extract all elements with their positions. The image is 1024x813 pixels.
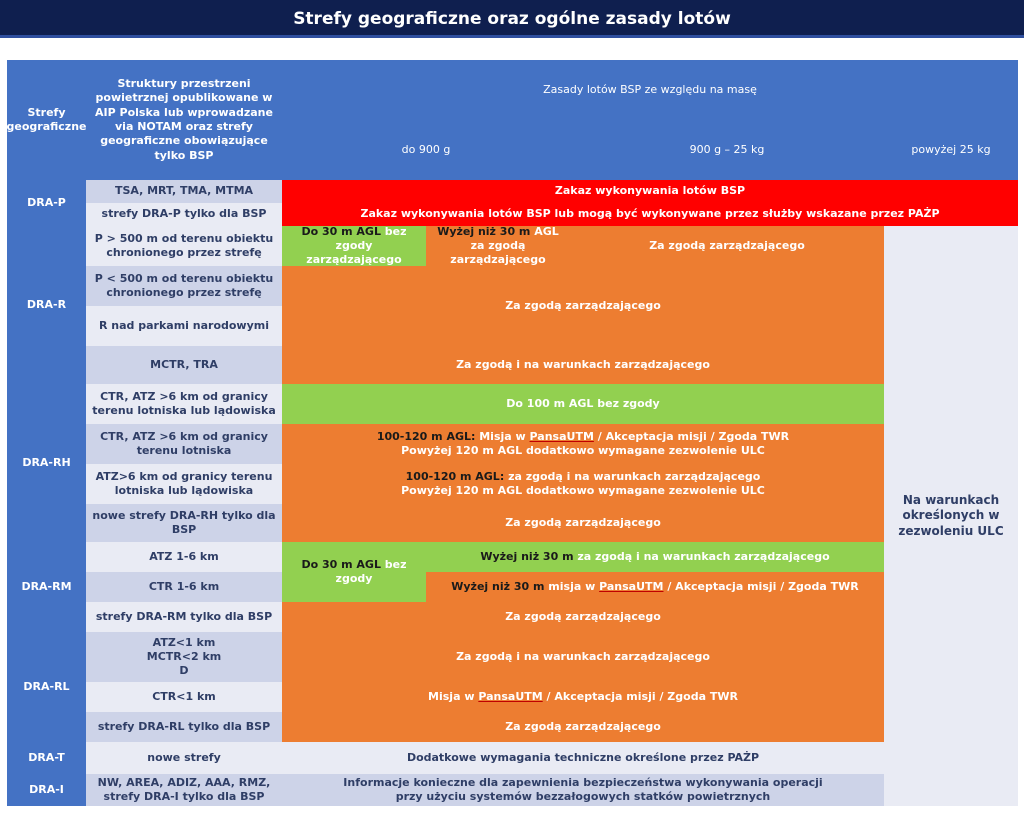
rule-dra-r-up-to-30m: Do 30 m AGL bez zgody zarządzającego — [282, 226, 426, 266]
structure-dra-rl-bsp: strefy DRA-RL tylko dla BSP — [86, 712, 282, 742]
rule-dra-r-with-consent: Za zgodą zarządzającego — [570, 226, 884, 266]
rule-dra-rl-pansautm: Misja w PansaUTM / Akceptacja misji / Zgoda TWR — [282, 682, 884, 712]
rule-dra-rh-new-zones: Za zgodą zarządzającego — [282, 504, 884, 542]
structure-p-under-500m: P < 500 m od terenu obiektu chronionego przez strefę — [86, 266, 282, 306]
structure-p-over-500m: P > 500 m od terenu obiektu chronionego przez strefę — [86, 226, 282, 266]
structure-atz-1-6km: ATZ 1-6 km — [86, 542, 282, 572]
rule-dra-r-above-30m: Wyżej niż 30 m AGL za zgodą zarządzającego — [426, 226, 570, 266]
header-geographic-zones: Strefy geograficzne — [7, 60, 86, 180]
rule-dra-rh-up-to-100m: Do 100 m AGL bez zgody — [282, 384, 884, 424]
zone-dra-t: DRA-T — [7, 742, 86, 774]
structure-ctr-under-1km: CTR<1 km — [86, 682, 282, 712]
header-mass-rules: Zasady lotów BSP ze względu na masę — [282, 60, 1018, 120]
rule-dra-rh-consent: 100-120 m AGL: za zgodą i na warunkach zarządzającego Powyżej 120 m AGL dodatkowo wymagane zezwolenie ULC — [282, 464, 884, 504]
structure-atz-mctr-d: ATZ<1 km MCTR<2 km D — [86, 632, 282, 682]
rule-dra-p-prohibited: Zakaz wykonywania lotów BSP — [282, 180, 1018, 203]
structure-dra-rh-bsp: nowe strefy DRA-RH tylko dla BSP — [86, 504, 282, 542]
header-mass-above-25kg: powyżej 25 kg — [884, 120, 1018, 180]
rule-dra-rm-up-to-30m: Do 30 m AGL bez zgody — [282, 542, 426, 602]
structure-ctr-1-6km: CTR 1-6 km — [86, 572, 282, 602]
zone-dra-rh: DRA-RH — [7, 384, 86, 542]
rule-dra-r-mctr-tra: Za zgodą i na warunkach zarządzającego — [282, 346, 884, 384]
rule-dra-rm-atz-above-30m: Wyżej niż 30 m za zgodą i na warunkach zarządzającego — [426, 542, 884, 572]
structure-ctr-atz-6km-b: CTR, ATZ >6 km od granicy terenu lotniska — [86, 424, 282, 464]
header-airspace-structures: Struktury przestrzeni powietrznej opublikowane w AIP Polska lub wprowadzane via NOTAM oraz strefy geograficzne obowiązujące tylko BSP — [86, 60, 282, 180]
zone-dra-i: DRA-I — [7, 774, 86, 806]
structure-mctr-tra: MCTR, TRA — [86, 346, 282, 384]
rule-dra-rl-new-zones: Za zgodą zarządzającego — [282, 712, 884, 742]
rule-dra-p-prohibited-services: Zakaz wykonywania lotów BSP lub mogą być wykonywane przez służby wskazane przez PAŻP — [282, 203, 1018, 226]
zone-dra-rl: DRA-RL — [7, 632, 86, 742]
header-mass-900g-25kg: 900 g – 25 kg — [570, 120, 884, 180]
structure-dra-rm-bsp: strefy DRA-RM tylko dla BSP — [86, 602, 282, 632]
page-title: Strefy geograficzne oraz ogólne zasady lotów — [293, 9, 731, 29]
structure-nw-area-adiz: NW, AREA, ADIZ, AAA, RMZ, strefy DRA-I tylko dla BSP — [86, 774, 282, 806]
rule-dra-rh-pansautm: 100-120 m AGL: Misja w PansaUTM / Akceptacja misji / Zgoda TWR Powyżej 120 m AGL dodatkowo wymagane zezwolenie ULC — [282, 424, 884, 464]
rule-dra-r-consent-p-r: Za zgodą zarządzającego — [282, 266, 884, 346]
structure-r-national-parks: R nad parkami narodowymi — [86, 306, 282, 346]
rule-dra-rm-new-zones: Za zgodą zarządzającego — [282, 602, 884, 632]
structure-dra-p-bsp: strefy DRA-P tylko dla BSP — [86, 203, 282, 226]
rule-dra-i-information: Informacje konieczne dla zapewnienia bezpieczeństwa wykonywania operacji przy użyciu systemów bezzałogowych statków powietrznych — [282, 774, 884, 806]
rule-above-25kg-ulc: Na warunkach określonych w zezwoleniu ULC — [884, 226, 1018, 806]
zone-dra-rm: DRA-RM — [7, 542, 86, 632]
rule-dra-rl-consent: Za zgodą i na warunkach zarządzającego — [282, 632, 884, 682]
rule-dra-t-technical: Dodatkowe wymagania techniczne określone przez PAŻP — [282, 742, 884, 774]
zone-dra-r: DRA-R — [7, 226, 86, 384]
zone-dra-p: DRA-P — [7, 180, 86, 226]
structure-ctr-atz-6km-a: CTR, ATZ >6 km od granicy terenu lotniska lub lądowiska — [86, 384, 282, 424]
title-banner — [0, 0, 1024, 38]
structure-new-zones: nowe strefy — [86, 742, 282, 774]
rule-dra-rm-ctr-above-30m: Wyżej niż 30 m misja w PansaUTM / Akceptacja misji / Zgoda TWR — [426, 572, 884, 602]
header-mass-up-to-900g: do 900 g — [282, 120, 570, 180]
structure-tsa-mrt-tma: TSA, MRT, TMA, MTMA — [86, 180, 282, 203]
title-underline — [0, 35, 1024, 38]
structure-atz-6km: ATZ>6 km od granicy terenu lotniska lub lądowiska — [86, 464, 282, 504]
